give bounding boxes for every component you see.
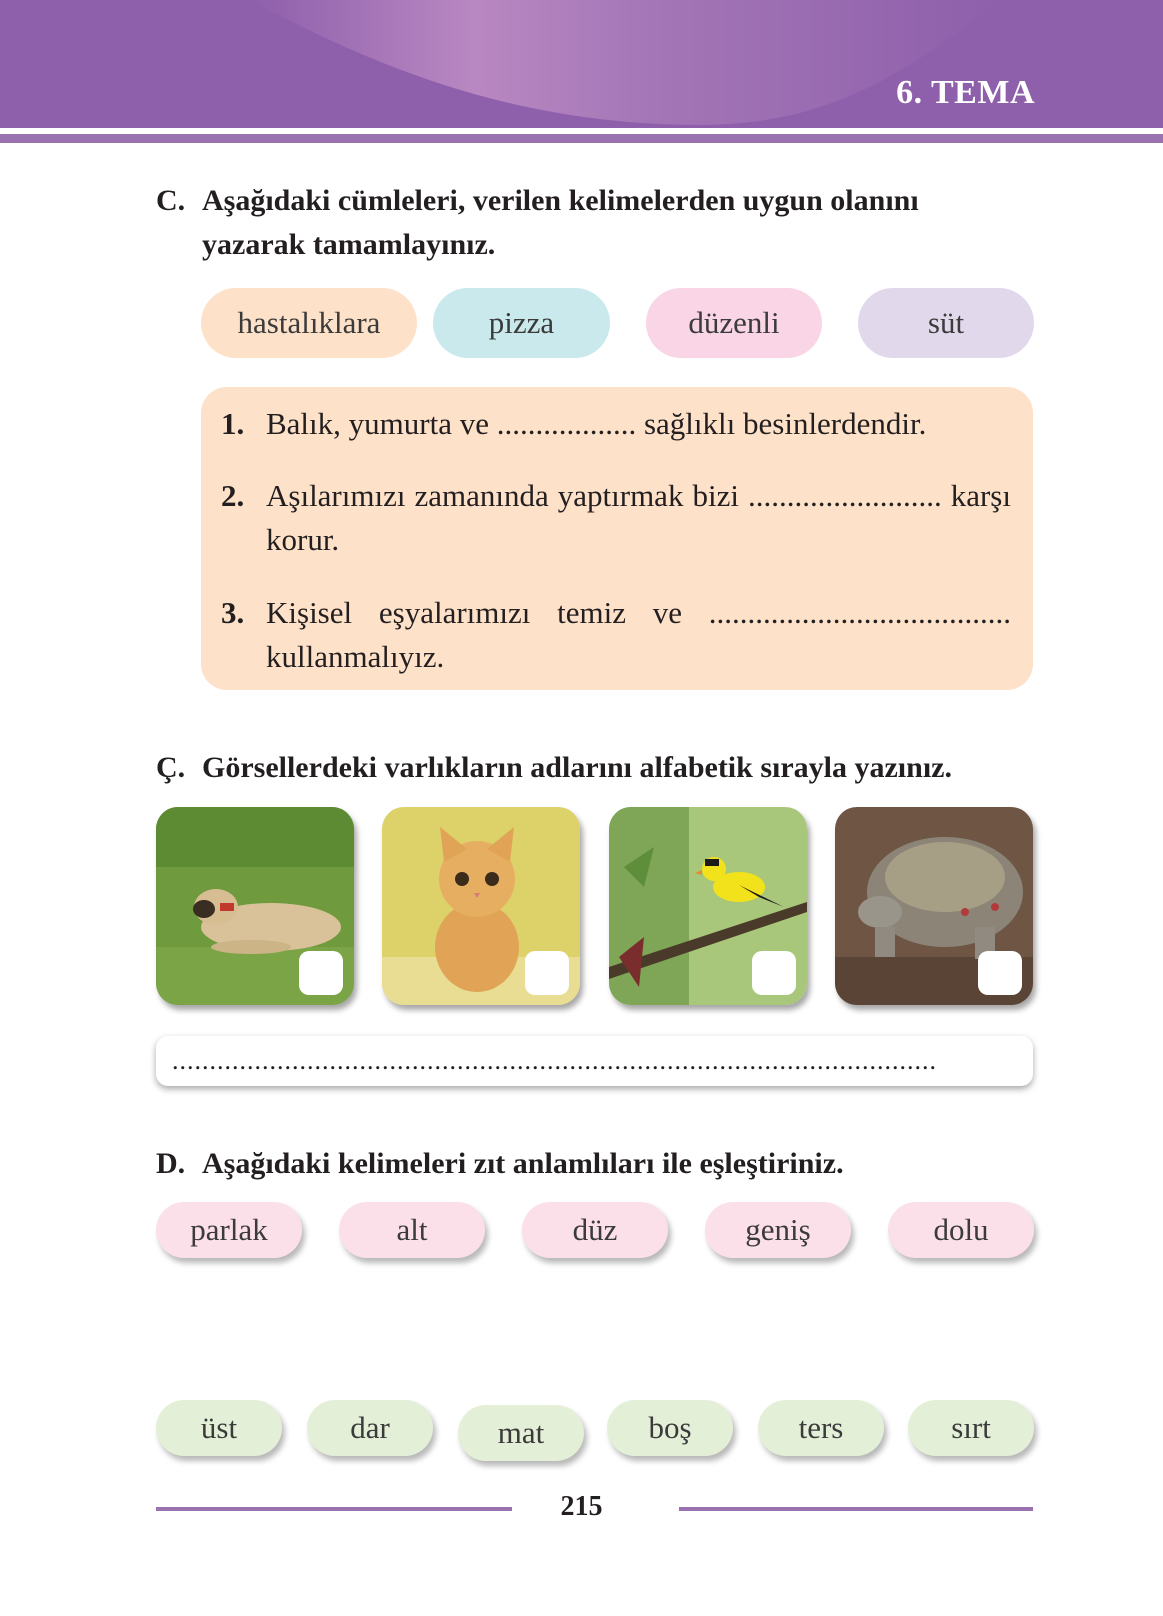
sentence-item bbox=[221, 402, 1011, 446]
instruction-text: Aşağıdaki kelimeleri zıt anlamlıları ile eşleştiriniz. bbox=[202, 1147, 844, 1180]
word-card-bottom[interactable]: ters bbox=[758, 1400, 884, 1456]
sentence-text: Balık, yumurta ve .................. sağlıklı besinlerdendir. bbox=[266, 406, 927, 441]
turtle-image bbox=[835, 807, 1033, 1005]
sentence-panel bbox=[201, 387, 1033, 690]
sentence-number: 3. bbox=[221, 595, 245, 630]
section-c-instruction bbox=[156, 179, 1033, 267]
instruction-line-1: Aşağıdaki cümleleri, verilen kelimelerden uygun olanını bbox=[202, 184, 919, 217]
word-card-top[interactable]: dolu bbox=[888, 1202, 1034, 1258]
word-card-bottom[interactable]: boş bbox=[607, 1400, 733, 1456]
sentence-text: Aşılarımızı zamanında yaptırmak bizi ......................... karşı korur. bbox=[266, 478, 1011, 557]
answer-box[interactable] bbox=[525, 951, 569, 995]
bird-image bbox=[609, 807, 807, 1005]
answer-line[interactable]: ...................................................................................................... bbox=[156, 1036, 1033, 1086]
section-cc-instruction bbox=[156, 746, 1033, 790]
word-card-top[interactable]: düz bbox=[522, 1202, 668, 1258]
word-card-bottom[interactable]: sırt bbox=[908, 1400, 1034, 1456]
sentence-item bbox=[221, 591, 1011, 679]
word-card-bottom[interactable]: dar bbox=[307, 1400, 433, 1456]
section-letter: D. bbox=[156, 1147, 186, 1180]
word-card-bottom[interactable]: üst bbox=[156, 1400, 282, 1456]
word-bank-item: pizza bbox=[433, 288, 610, 358]
word-card-top[interactable]: geniş bbox=[705, 1202, 851, 1258]
instruction-text: Görsellerdeki varlıkların adlarını alfabetik sırayla yazınız. bbox=[202, 751, 952, 784]
answer-box[interactable] bbox=[978, 951, 1022, 995]
word-card-top[interactable]: alt bbox=[339, 1202, 485, 1258]
theme-label: 6. TEMA bbox=[896, 74, 1035, 111]
sentence-item bbox=[221, 474, 1011, 562]
sentence-number: 2. bbox=[221, 478, 245, 513]
section-letter: Ç. bbox=[156, 751, 186, 784]
section-letter: C. bbox=[156, 184, 186, 217]
page-number: 215 bbox=[560, 1491, 603, 1522]
sentence-number: 1. bbox=[221, 406, 245, 441]
instruction-line-2: yazarak tamamlayınız. bbox=[202, 228, 496, 261]
kitten-image bbox=[382, 807, 580, 1005]
sentence-text: Kişisel eşyalarımızı temiz ve ....................................... kullanmalıyız. bbox=[266, 595, 1011, 674]
section-d-instruction bbox=[156, 1142, 1033, 1186]
dog-image bbox=[156, 807, 354, 1005]
answer-box[interactable] bbox=[299, 951, 343, 995]
answer-box[interactable] bbox=[752, 951, 796, 995]
word-card-bottom[interactable]: mat bbox=[458, 1405, 584, 1461]
word-bank-item: süt bbox=[858, 288, 1034, 358]
word-bank-item: düzenli bbox=[646, 288, 822, 358]
word-card-top[interactable]: parlak bbox=[156, 1202, 302, 1258]
word-bank-item: hastalıklara bbox=[201, 288, 417, 358]
page-header bbox=[0, 0, 1163, 150]
